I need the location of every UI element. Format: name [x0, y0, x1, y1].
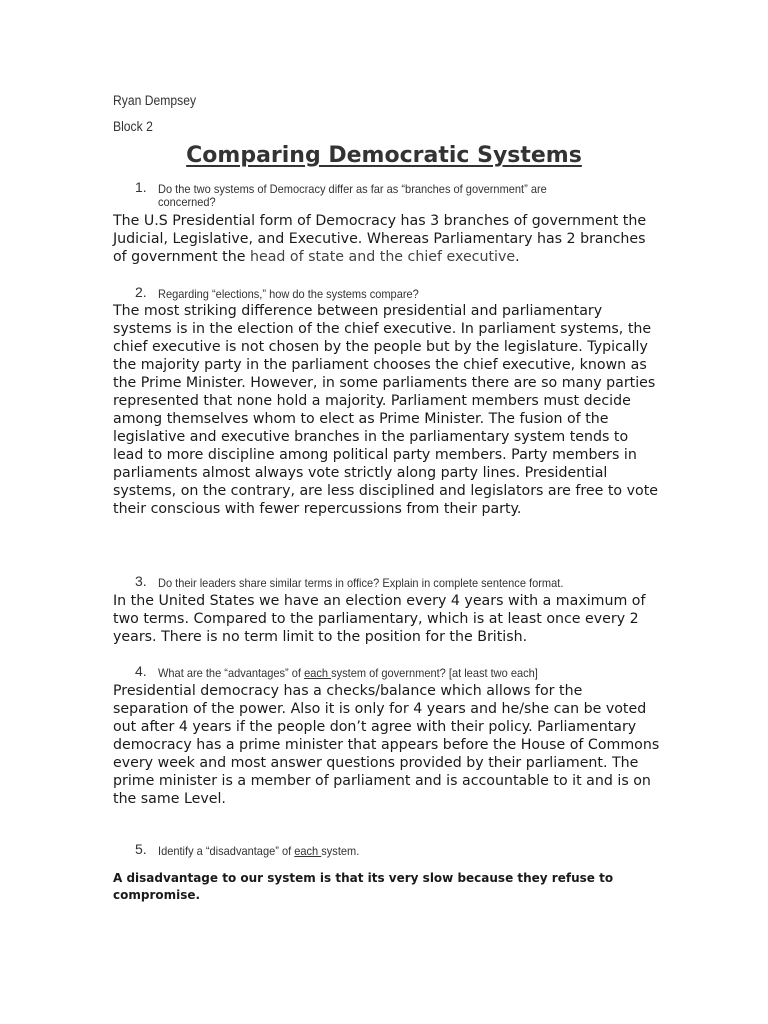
answer-5: A disadvantage to our system is that its very slow because they refuse to compromise.	[113, 871, 614, 902]
question-2	[135, 284, 615, 301]
question-text-start: What are the “advantages” of	[158, 666, 305, 680]
question-text-start: Identify a “disadvantage” of	[158, 844, 295, 858]
question-text	[158, 667, 578, 680]
answer-4: Presidential democracy has a checks/balance which allows for the separation of the power. Also it is only for 4 years and he/she can be voted out after 4 years if the people don’t agree with their policy. Parliamentary democracy has a prime minister that appears before the House of Commons every week and most answer questions provided by their parliament. The prime minister is a member of parliament and is accountable to it and is on the same Level.	[113, 683, 660, 807]
answer-end: .	[515, 249, 520, 265]
answer-text: The U.S Presidential form of Democracy has 3 branches of government the Judicial, Legislative, and Executive. Whereas Parliamentary has 2 branches of government the	[113, 213, 647, 265]
question-text-emphasis: each	[304, 666, 332, 680]
page-title: Comparing Democratic Systems	[186, 143, 582, 168]
question-text: Regarding “elections,” how do the systems compare?	[158, 287, 419, 301]
question-text	[158, 845, 578, 858]
question-number: 4.	[135, 663, 147, 679]
question-text-end: system of government? [at least two each]	[331, 666, 538, 680]
answer-3: In the United States we have an election every 4 years with a maximum of two terms. Compared to the parliamentary, which is at least once every 2 years. There is no term limit to the position for the British.	[113, 593, 646, 645]
question-3	[135, 573, 615, 590]
question-text-emphasis: each	[294, 844, 322, 858]
block-label: Block 2	[113, 119, 153, 134]
question-number: 2.	[135, 284, 147, 300]
question-4	[135, 663, 615, 680]
answer-2: The most striking difference between presidential and parliamentary systems is in the election of the chief executive. In parliament systems, the chief executive is not chosen by the people but by the legislature. Typically the majority party in the parliament chooses the chief executive, known as the Prime Minister. However, in some parliaments there are so many parties represented that none hold a majority. Parliament members must decide among themselves whom to elect as Prime Minister. The fusion of the legislative and executive branches in the parliamentary system tends to lead to more discipline among political party members. Party members in parliaments almost always vote strictly along party lines. Presidential systems, on the contrary, are less disciplined and legislators are free to vote their conscious with fewer repercussions from their party.	[113, 303, 658, 517]
question-text: Do their leaders share similar terms in office? Explain in complete sentence format.	[158, 576, 564, 590]
answer-highlight: head of state and the chief executive	[249, 249, 516, 265]
answer-1	[113, 212, 661, 266]
question-text: Do the two systems of Democracy differ as far as “branches of government” are concerned?	[158, 182, 547, 209]
question-text-end: system.	[321, 844, 360, 858]
question-number: 1.	[135, 179, 147, 195]
question-5	[135, 841, 615, 858]
question-number: 5.	[135, 841, 147, 857]
question-number: 3.	[135, 573, 147, 589]
question-1	[135, 179, 615, 209]
author-name: Ryan Dempsey	[113, 93, 197, 108]
